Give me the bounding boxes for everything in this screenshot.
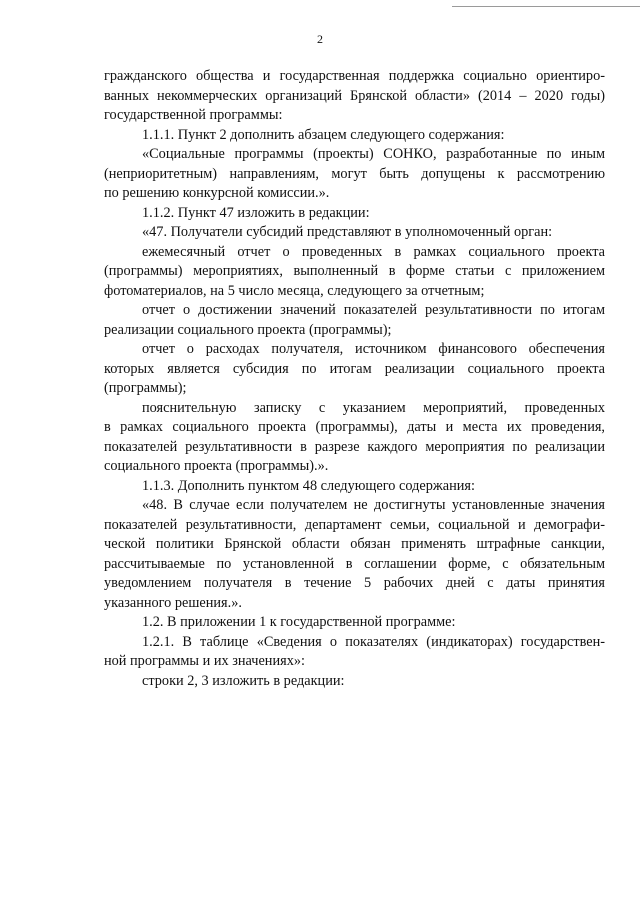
text-line: государственной программы: <box>104 107 283 123</box>
scan-edge-line <box>452 6 640 7</box>
text-line: «47. Получатели субсидий представляют в уполномоченный орган: <box>142 224 553 240</box>
text-line: (программы); <box>104 380 187 396</box>
text-line: строки 2, 3 изложить в редакции: <box>142 672 345 689</box>
text-line: реализации социального проекта (программы); <box>104 321 392 338</box>
text-line: в рамках социального проекта (программы), даты и места их проведения, <box>104 419 605 435</box>
text-line: гражданского общества и государственная поддержка социально ориентиро- <box>104 68 605 84</box>
text-line: ной программы и их значениях»: <box>104 653 305 669</box>
text-line: которых является субсидия по итогам реализации социального проекта <box>104 360 605 377</box>
clause-heading: 1.1.1. Пункт 2 дополнить абзацем следующего содержания: <box>142 126 505 143</box>
text-line: «48. В случае если получателем не достигнуты установленные значения <box>142 497 605 513</box>
text-line: (программы) мероприятиях, выполненный в форме статьи с приложением <box>104 263 605 279</box>
text-line: социального проекта (программы).». <box>104 458 329 474</box>
text-line: уведомлением получателя в течение 5 рабочих дней с даты принятия <box>104 575 605 591</box>
clause-heading: 1.2.1. В таблице «Сведения о показателях (индикаторах) государствен- <box>142 633 605 650</box>
text-line: «Социальные программы (проекты) СОНКО, разработанные по иным <box>142 146 605 162</box>
clause-heading: 1.1.3. Дополнить пунктом 48 следующего содержания: <box>142 477 475 494</box>
clause-heading: 1.2. В приложении 1 к государственной программе: <box>142 614 456 630</box>
page-number: 2 <box>317 32 323 46</box>
text-line: (неприоритетным) направлениям, могут быть допущены к рассмотрению <box>104 165 605 182</box>
text-line: ежемесячный отчет о проведенных в рамках социального проекта <box>142 243 605 260</box>
text-line: по решению конкурсной комиссии.». <box>104 185 330 201</box>
text-line: отчет о расходах получателя, источником финансового обеспечения <box>142 341 605 357</box>
text-line: отчет о достижении значений показателей результативности по итогам <box>142 302 605 318</box>
document-body <box>104 67 605 691</box>
clause-heading: 1.1.2. Пункт 47 изложить в редакции: <box>142 204 370 221</box>
text-line: пояснительную записку с указанием мероприятий, проведенных <box>142 399 605 416</box>
text-line: ческой политики Брянской области обязан применять штрафные санкции, <box>104 536 605 552</box>
text-line: показателей результативности, департамент семьи, социальной и демографи- <box>104 516 605 533</box>
text-line: рассчитываемые по установленной в соглашении форме, с обязательным <box>104 555 605 572</box>
text-line: фотоматериалов, на 5 число месяца, следующего за отчетным; <box>104 282 485 299</box>
text-line: показателей результативности в разрезе каждого мероприятия по реализации <box>104 438 605 455</box>
text-line: ванных некоммерческих организаций Брянской области» (2014 – 2020 годы) <box>104 87 605 104</box>
text-line: указанного решения.». <box>104 594 242 611</box>
